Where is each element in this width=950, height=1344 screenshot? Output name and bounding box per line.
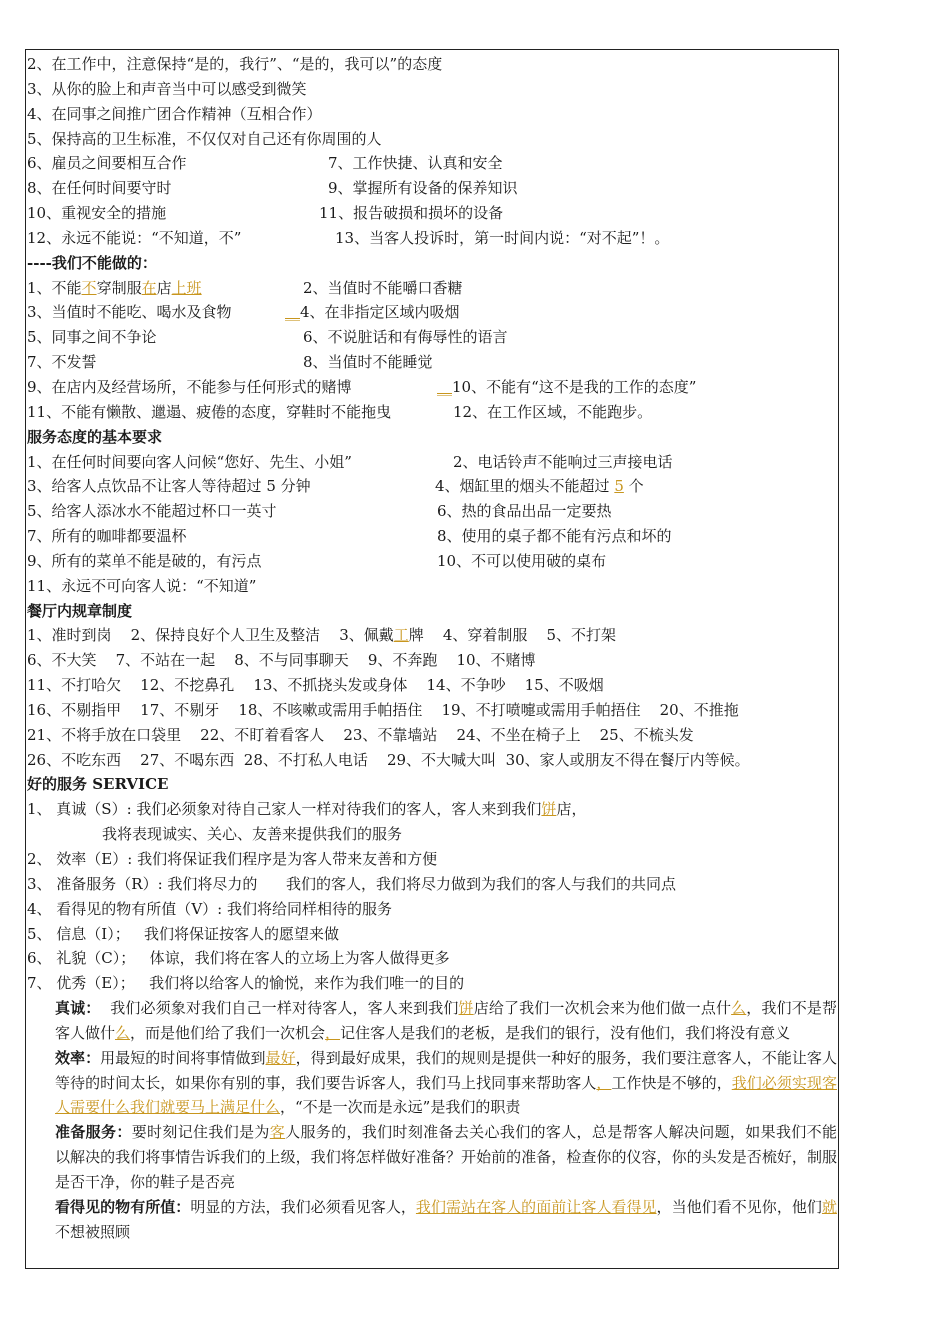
text-line: 11、永远不可向客人说：“不知道” <box>27 576 257 595</box>
text-line: 5、给客人添冰水不能超过杯口一英寸 6、热的食品出品一定要热 <box>27 502 612 521</box>
document-content <box>27 52 880 1245</box>
text-line: 6、 礼貌（C）； 体谅，我们将在客人的立场上为客人做得更多 <box>27 949 450 968</box>
text-line: 2、在工作中，注意保持“是的，我行”、“是的，我可以”的态度 <box>27 55 443 73</box>
text-line: 3、给客人点饮品不让客人等待超过 5 分钟 4、烟缸里的烟头不能超过 5 个 <box>27 477 644 496</box>
text-line: 9、在店内及经营场所，不能参与任何形式的赌博 __10、不能有“这不是我的工作的态度” <box>27 377 697 396</box>
paragraph-efficiency: 效率：用最短的时间将事情做到最好，得到最好成果，我们的规则是提供一种好的服务，我们要注意客人，不能让客人等待的时间太长，如果你有别的事，我们要告诉客人，我们马上找同事来帮助客人，工作快是不够的，我们必须实现客人需要什么我们就要马上满足什么，“不是一次而是永远”是我们的职责 <box>55 1048 837 1117</box>
section-heading-rules: 餐厅内规章制度 <box>27 601 133 620</box>
text-line: 3、当值时不能吃、喝水及食物 __4、在非指定区域内吸烟 <box>27 303 460 322</box>
text-line: 7、所有的咖啡都要温杯 8、使用的桌子都不能有污点和坏的 <box>27 527 672 546</box>
text-line: 3、 准备服务（R）: 我们将尽力的 我们的客人，我们将尽力做到为我们的客人与我们的共同点 <box>27 874 677 893</box>
text-line: 1、准时到岗 2、保持良好个人卫生及整洁 3、佩戴工牌 4、穿着制服 5、不打架 <box>27 626 617 645</box>
text-line: 7、不发誓 8、当值时不能睡觉 <box>27 353 433 372</box>
text-line: 26、不吃东西 27、不喝东西 28、不打私人电话 29、不大喊大叫 30、家人或朋友不得在餐厅内等候。 <box>27 750 750 769</box>
section-heading-cannot: ----我们不能做的： <box>27 253 157 272</box>
text-line: 4、 看得见的物有所值（V）: 我们将给同样相待的服务 <box>27 899 392 918</box>
text-line: 3、从你的脸上和声音当中可以感受到微笑 <box>27 79 307 98</box>
text-line: 4、在同事之间推广团合作精神（互相合作） <box>27 104 322 123</box>
text-line: 5、同事之间不争论 6、不说脏话和有侮辱性的语言 <box>27 328 508 347</box>
text-line: 5、 信息（I）； 我们将保证按客人的愿望来做 <box>27 924 340 943</box>
paragraph-sincerity: 真诚： 我们必须象对我们自己一样对待客人，客人来到我们饼店给了我们一次机会来为他们做一点什么，我们不是帮客人做什么，而是他们给了我们一次机会，记住客人是我们的老板，是我们的银行，没有他们，我们将没有意义 <box>55 999 837 1042</box>
text-line: 2、 效率（E）: 我们将保证我们程序是为客人带来友善和方便 <box>27 850 438 868</box>
text-line: 21、不将手放在口袋里 22、不盯着看客人 23、不靠墙站 24、不坐在椅子上 25、不梳头发 <box>27 725 694 744</box>
text-line: 8、在任何时间要守时 9、掌握所有设备的保养知识 <box>27 179 518 198</box>
text-line: 5、保持高的卫生标准，不仅仅对自己还有你周围的人 <box>27 129 382 148</box>
text-line: 6、雇员之间要相互合作 7、工作快捷、认真和安全 <box>27 154 503 173</box>
text-line: 16、不剔指甲 17、不剔牙 18、不咳嗽或需用手帕捂住 19、不打喷嚏或需用手帕捂住 20、不推拖 <box>27 700 739 719</box>
text-line: 9、所有的菜单不能是破的，有污点 10、不可以使用破的桌布 <box>27 551 607 570</box>
text-line: 1、 真诚（S）: 我们必须象对待自己家人一样对待我们的客人，客人来到我们饼店， <box>27 800 587 819</box>
text-line: 11、不打哈欠 12、不挖鼻孔 13、不抓挠头发或身体 14、不争吵 15、不吸烟 <box>27 676 604 695</box>
text-line: 11、不能有懒散、邋遢、疲倦的态度，穿鞋时不能拖曳 12、在工作区域，不能跑步。 <box>27 402 653 421</box>
paragraph-value: 看得见的物有所值：明显的方法，我们必须看见客人，我们需站在客人的面前让客人看得见，当他们看不见你，他们就不想被照顾 <box>55 1197 837 1241</box>
text-line: 1、不能不穿制服在店上班 2、当值时不能嚼口香糖 <box>27 278 463 297</box>
text-line: 6、不大笑 7、不站在一起 8、不与同事聊天 9、不奔跑 10、不赌博 <box>27 651 536 670</box>
text-line: 12、永远不能说：“不知道，不” 13、当客人投诉时，第一时间内说：“对不起”！。 <box>27 228 670 247</box>
text-line: 我将表现诚实、关心、友善来提供我们的服务 <box>102 825 403 844</box>
section-heading-attitude: 服务态度的基本要求 <box>27 427 163 446</box>
text-line: 10、重视安全的措施 11、报告破损和损坏的设备 <box>27 204 504 223</box>
paragraph-readiness: 准备服务：要时刻记住我们是为客人服务的，我们时刻准备去关心我们的客人，总是帮客人解决问题，如果我们不能 以解决的我们将事情告诉我们的上级，我们将怎样做好准备？开始前的准备，检查你的仪容，你的头发是否梳好，制服是否干净，你的鞋子是否亮 <box>55 1123 880 1191</box>
section-heading-service: 好的服务 SERVICE <box>27 775 169 794</box>
text-line: 1、在任何时间要向客人问候“您好、先生、小姐” 2、电话铃声不能响过三声接电话 <box>27 452 673 471</box>
text-line: 7、 优秀（E）； 我们将以给客人的愉悦，来作为我们唯一的目的 <box>27 974 465 993</box>
